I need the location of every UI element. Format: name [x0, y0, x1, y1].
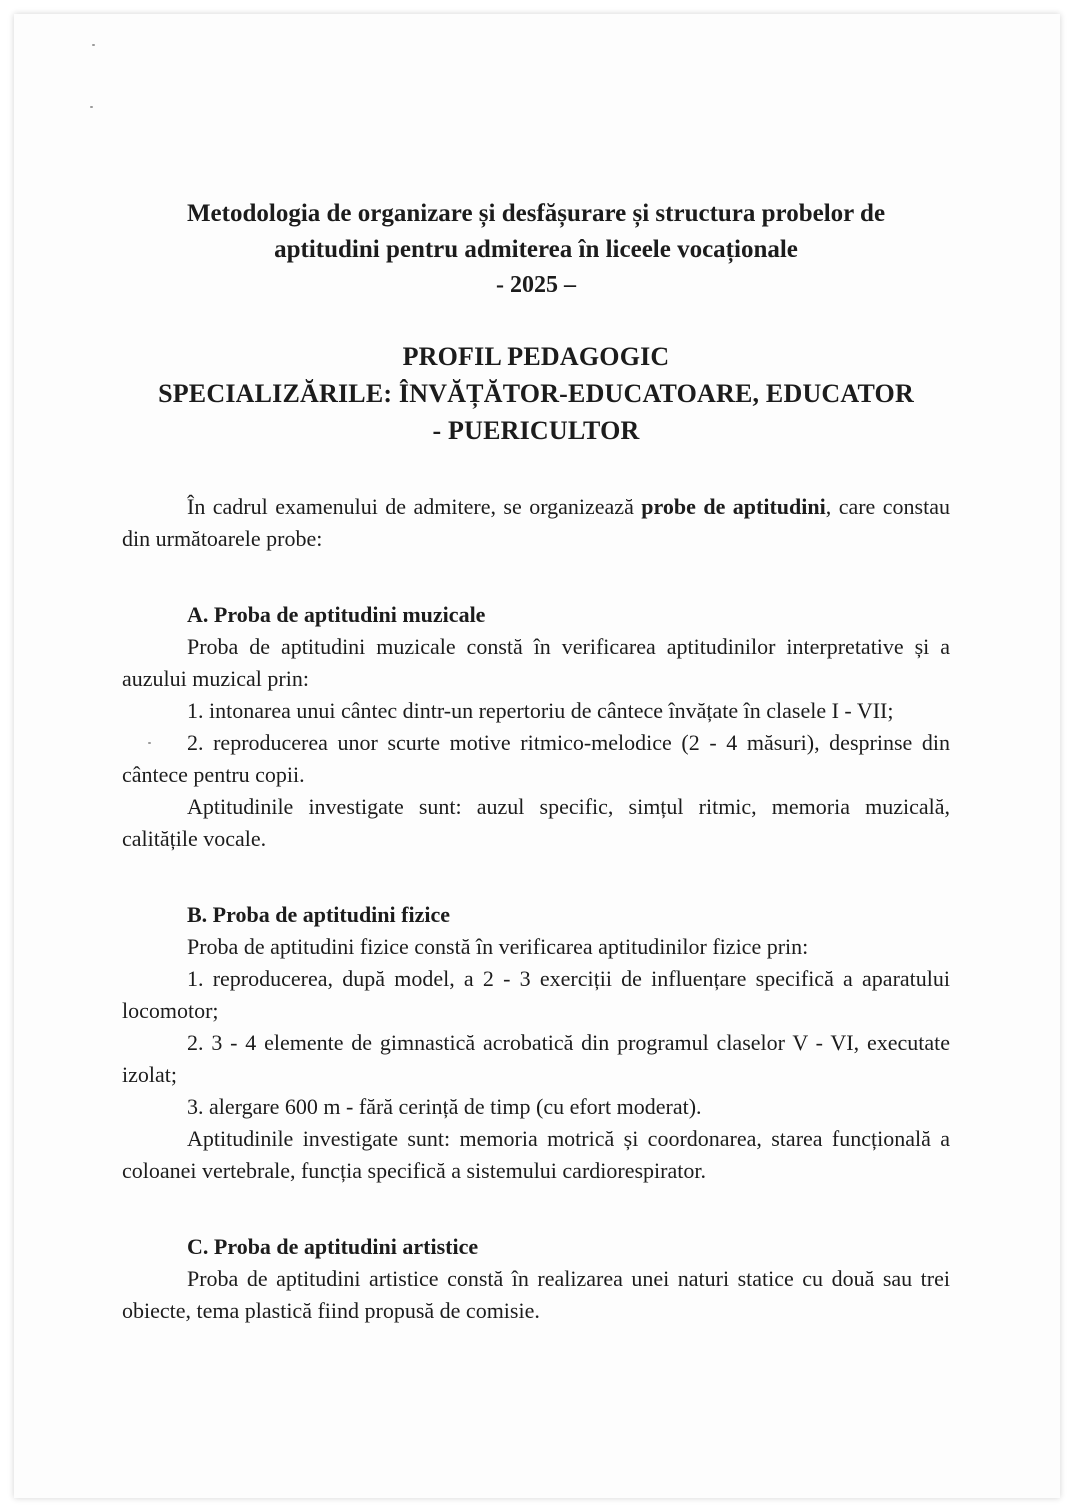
title-year: - 2025 – [496, 272, 576, 298]
intro-bold-text: probe de aptitudini [641, 494, 826, 519]
list-item: 2. 3 - 4 elemente de gimnastică acrobatică din programul claselor V - VI, executate izolat; [122, 1030, 950, 1087]
section-title: C. Proba de aptitudini artistice [187, 1234, 479, 1259]
scan-speck [92, 44, 95, 46]
list-item: 1. reproducerea, după model, a 2 - 3 exerciții de influențare specifică a aparatului locomotor; [122, 966, 950, 1023]
section-b [122, 899, 950, 1187]
profile-heading [122, 338, 950, 449]
title-line: Metodologia de organizare și desfășurare și structura probelor de [186, 200, 886, 227]
section-title: A. Proba de aptitudini muzicale [187, 602, 486, 627]
intro-text: , care constau din următoarele probe: [122, 494, 950, 551]
document-title [122, 196, 950, 302]
document-page [14, 14, 1060, 1498]
document-body [122, 196, 950, 1327]
section-paragraph: Proba de aptitudini artistice constă în realizarea unei naturi statice cu două sau trei obiecte, tema plastică fiind propusă de comisie. [122, 1266, 950, 1323]
profile-line: PROFIL PEDAGOGIC [402, 342, 670, 371]
list-item: 2. reproducerea unor scurte motive ritmico-melodice (2 - 4 măsuri), desprinse din cântece pentru copii. [122, 730, 950, 787]
intro-text: În cadrul examenului de admitere, se organizează [187, 494, 642, 519]
section-a [122, 599, 950, 855]
section-paragraph: Proba de aptitudini fizice constă în verificarea aptitudinilor fizice prin: [187, 934, 809, 959]
section-paragraph: Aptitudinile investigate sunt: memoria motrică și coordonarea, starea funcțională a coloanei vertebrale, funcția specifică a sistemului cardiorespirator. [122, 1126, 950, 1183]
list-item: 1. intonarea unui cântec dintr-un repertoriu de cântece învățate în clasele I - VII; [187, 698, 894, 723]
list-item: 3. alergare 600 m - fără cerință de timp (cu efort moderat). [187, 1094, 702, 1119]
section-title: B. Proba de aptitudini fizice [187, 902, 450, 927]
section-c [122, 1231, 950, 1327]
title-line: aptitudini pentru admiterea în liceele vocaționale [274, 236, 798, 263]
profile-line: - PUERICULTOR [432, 416, 640, 445]
section-paragraph: Aptitudinile investigate sunt: auzul specific, simțul ritmic, memoria muzicală, calitățile vocale. [122, 794, 950, 851]
scan-speck [90, 106, 93, 108]
profile-line: SPECIALIZĂRILE: ÎNVĂȚĂTOR-EDUCATOARE, EDUCATOR [158, 379, 914, 408]
intro-paragraph [122, 491, 950, 555]
section-paragraph: Proba de aptitudini muzicale constă în verificarea aptitudinilor interpretative și a auzului muzical prin: [122, 634, 950, 691]
